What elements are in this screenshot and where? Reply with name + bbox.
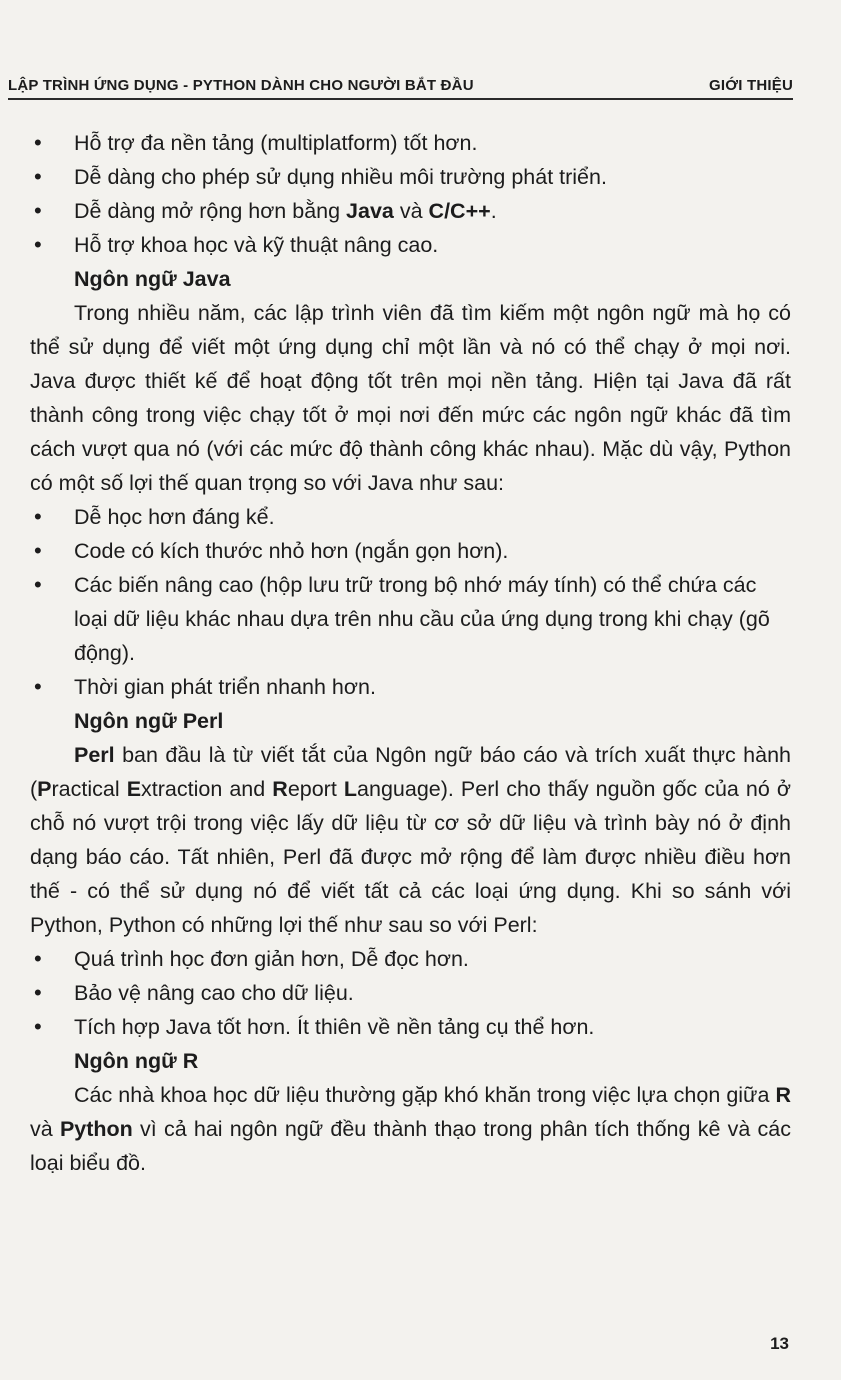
- bullet-item: • Hỗ trợ đa nền tảng (multiplatform) tốt hơn.: [30, 126, 791, 160]
- text-run: ban đầu là từ viết tắt của Ngôn ngữ báo cáo và trích xuất thực hành (: [30, 743, 791, 801]
- bullet-item: • Code có kích thước nhỏ hơn (ngắn gọn hơn).: [30, 534, 791, 568]
- text-run: Các nhà khoa học dữ liệu thường gặp khó khăn trong việc lựa chọn giữa: [74, 1083, 776, 1107]
- text-run: vì cả hai ngôn ngữ đều thành thạo trong phân tích thống kê và các loại biểu đồ.: [30, 1117, 791, 1175]
- section-heading-perl: Ngôn ngữ Perl: [74, 709, 224, 733]
- bullet-item: • Các biến nâng cao (hộp lưu trữ trong bộ nhớ máy tính) có thể chứa các loại dữ liệu khác nhau dựa trên nhu cầu của ứng dụng trong khi chạy (gõ động).: [30, 568, 791, 670]
- text-run: eport: [287, 777, 344, 801]
- bullet-item: • Quá trình học đơn giản hơn, Dễ đọc hơn.: [30, 942, 791, 976]
- bullet-item: • Bảo vệ nâng cao cho dữ liệu.: [30, 976, 791, 1010]
- section-heading-r: Ngôn ngữ R: [74, 1049, 199, 1073]
- bullet-item: [30, 194, 791, 228]
- bold-initial: R: [272, 777, 288, 801]
- text-run: anguage). Perl cho thấy nguồn gốc của nó ở chỗ nó vượt trội trong việc lấy dữ liệu từ cơ sở dữ liệu và trình bày nó ở định dạng báo cáo. Tất nhiên, Perl đã được mở rộng để làm được nhiều điều hơn thế - có thể sử dụng nó để viết tất cả các loại ứng dụng. Khi so sánh với Python, Python có những lợi thế như sau so với Perl:: [30, 777, 792, 937]
- section-heading-java: Ngôn ngữ Java: [74, 267, 231, 291]
- bold-initial: L: [343, 777, 358, 801]
- bullet-item: • Thời gian phát triển nhanh hơn.: [30, 670, 791, 704]
- bullet-item: • Dễ dàng cho phép sử dụng nhiều môi trường phát triển.: [30, 160, 791, 194]
- text-run: và: [30, 1117, 60, 1141]
- bold-initial: E: [126, 777, 142, 801]
- header-book-title: LẬP TRÌNH ỨNG DỤNG - PYTHON DÀNH CHO NGƯỜI BẮT ĐẦU: [8, 77, 474, 94]
- page-body: [30, 126, 791, 1180]
- paragraph-r: [30, 1078, 791, 1180]
- paragraph-perl: [30, 738, 791, 942]
- bold-python: Python: [59, 1117, 133, 1141]
- bullet-text: .: [490, 199, 497, 223]
- text-run: xtraction and: [141, 777, 273, 801]
- bold-perl: Perl: [74, 743, 115, 767]
- page-number: 13: [770, 1334, 789, 1353]
- paragraph-java: Trong nhiều năm, các lập trình viên đã tìm kiếm một ngôn ngữ mà họ có thể sử dụng để viết một ứng dụng chỉ một lần và nó có thể chạy ở mọi nơi. Java được thiết kế để hoạt động tốt trên mọi nền tảng. Hiện tại Java đã rất thành công trong việc chạy tốt ở mọi nơi đến mức các ngôn ngữ khác đã tìm cách vượt qua nó (với các mức độ thành công khác nhau). Mặc dù vậy, Python có một số lợi thế quan trọng so với Java như sau:: [30, 301, 791, 495]
- bullet-text: Dễ dàng mở rộng hơn bằng: [74, 199, 347, 223]
- bold-cpp: C/C++: [428, 199, 491, 223]
- header-section-title: GIỚI THIỆU: [709, 77, 793, 94]
- running-header: [8, 70, 793, 100]
- bold-r: R: [775, 1083, 791, 1107]
- bullet-text: và: [393, 199, 429, 223]
- bullet-item: • Tích hợp Java tốt hơn. Ít thiên về nền tảng cụ thể hơn.: [30, 1010, 791, 1044]
- bold-initial: P: [37, 777, 52, 801]
- text-run: ractical: [51, 777, 127, 801]
- bullet-item: • Hỗ trợ khoa học và kỹ thuật nâng cao.: [30, 228, 791, 262]
- bold-java: Java: [346, 199, 394, 223]
- bullet-item: • Dễ học hơn đáng kể.: [30, 500, 791, 534]
